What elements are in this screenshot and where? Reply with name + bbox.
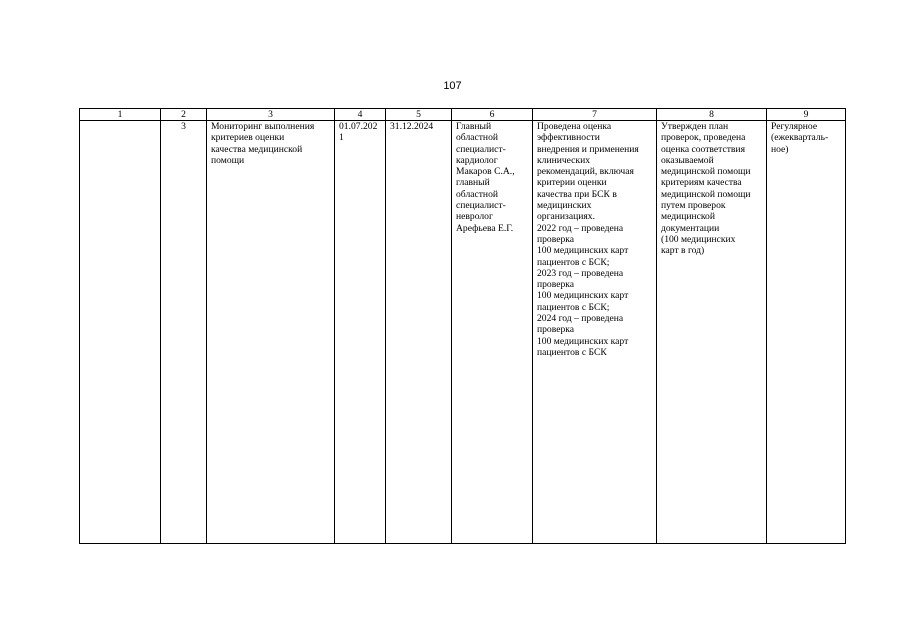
cell-text-line: оценка соответствия bbox=[661, 143, 745, 155]
cell-text-line: областной bbox=[456, 132, 499, 144]
cell-text-line: ное) bbox=[771, 143, 789, 155]
cell-text-line: 100 медицинских карт bbox=[537, 290, 629, 302]
cell-text-line: документации bbox=[661, 222, 720, 234]
cell-control-indicator bbox=[657, 121, 767, 544]
cell-empty bbox=[80, 121, 161, 544]
cell-text-line: 2024 год – проведена bbox=[537, 313, 624, 325]
cell-item-number: 3 bbox=[161, 121, 207, 544]
cell-text-line: пациентов с БСК; bbox=[537, 301, 610, 313]
cell-text-line: проверка bbox=[537, 233, 575, 245]
cell-expected-result bbox=[533, 121, 657, 544]
cell-text-line: клинических bbox=[537, 154, 591, 166]
cell-text-line: 100 медицинских карт bbox=[537, 245, 629, 257]
header-cell-1: 1 bbox=[80, 109, 161, 121]
document-table bbox=[79, 108, 846, 544]
header-cell-6: 6 bbox=[452, 109, 533, 121]
header-cell-8: 8 bbox=[657, 109, 767, 121]
header-cell-3: 3 bbox=[207, 109, 335, 121]
cell-activity bbox=[207, 121, 335, 544]
header-cell-7: 7 bbox=[533, 109, 657, 121]
cell-text-line: медицинских bbox=[537, 200, 592, 212]
cell-text-line: внедрения и применения bbox=[537, 143, 639, 155]
cell-text-line: проверка bbox=[537, 279, 575, 291]
cell-end-date: 31.12.2024 bbox=[386, 121, 452, 544]
cell-text-line: Регулярное bbox=[771, 121, 818, 132]
cell-text-line: рекомендаций, включая bbox=[537, 166, 634, 178]
cell-text-line: специалист- bbox=[456, 143, 506, 155]
cell-text-line: критериев оценки bbox=[211, 132, 285, 144]
table-row bbox=[80, 121, 846, 544]
cell-text-line: Главный bbox=[456, 121, 492, 132]
cell-text-line: специалист- bbox=[456, 200, 506, 212]
cell-text-line: 2023 год – проведена bbox=[537, 267, 624, 279]
cell-frequency bbox=[767, 121, 846, 544]
cell-text-line: критериям качества bbox=[661, 177, 742, 189]
cell-text-line: 2022 год – проведена bbox=[537, 222, 624, 234]
cell-text-line: пациентов с БСК; bbox=[537, 256, 610, 268]
cell-text-line: (ежекварталь- bbox=[771, 132, 829, 144]
table-header-row bbox=[80, 109, 846, 121]
cell-text-line: 100 медицинских карт bbox=[537, 335, 629, 347]
cell-text-line: медицинской bbox=[661, 211, 715, 223]
cell-text-line: областной bbox=[456, 188, 499, 200]
cell-text-line: карт в год) bbox=[661, 245, 705, 257]
page-number: 107 bbox=[443, 80, 462, 92]
cell-text-line: кардиолог bbox=[456, 154, 498, 166]
cell-text-line: организациях. bbox=[537, 211, 595, 223]
header-cell-2: 2 bbox=[161, 109, 207, 121]
cell-start-date: 01.07.2021 bbox=[335, 121, 386, 544]
cell-text-line: главный bbox=[456, 177, 490, 189]
cell-text-line: Арефьева Е.Г. bbox=[456, 222, 514, 234]
header-cell-4: 4 bbox=[335, 109, 386, 121]
cell-text-line: критерии оценки bbox=[537, 177, 607, 189]
header-cell-5: 5 bbox=[386, 109, 452, 121]
cell-text-line: медицинской помощи bbox=[661, 166, 751, 178]
cell-text-line: невролог bbox=[456, 211, 493, 223]
cell-text-line: качества медицинской bbox=[211, 143, 303, 155]
cell-text-line: проверок, проведена bbox=[661, 132, 746, 144]
cell-text-line: медицинской помощи bbox=[661, 188, 751, 200]
cell-text-line: эффективности bbox=[537, 132, 600, 144]
cell-text-line: помощи bbox=[211, 154, 245, 166]
cell-text-line: путем проверок bbox=[661, 200, 726, 212]
cell-text-line: Мониторинг выполнения bbox=[211, 121, 315, 132]
cell-text-line: Проведена оценка bbox=[537, 121, 612, 132]
cell-text-line: качества при БСК в bbox=[537, 188, 617, 200]
cell-text-line: пациентов с БСК bbox=[537, 346, 607, 358]
cell-responsible bbox=[452, 121, 533, 544]
cell-text-line: оказываемой bbox=[661, 154, 714, 166]
cell-text-line: Утвержден план bbox=[661, 121, 729, 132]
cell-text-line: (100 медицинских bbox=[661, 233, 736, 245]
cell-text-line: проверка bbox=[537, 324, 575, 336]
header-cell-9: 9 bbox=[767, 109, 846, 121]
cell-text-line: Макаров С.А., bbox=[456, 166, 515, 178]
